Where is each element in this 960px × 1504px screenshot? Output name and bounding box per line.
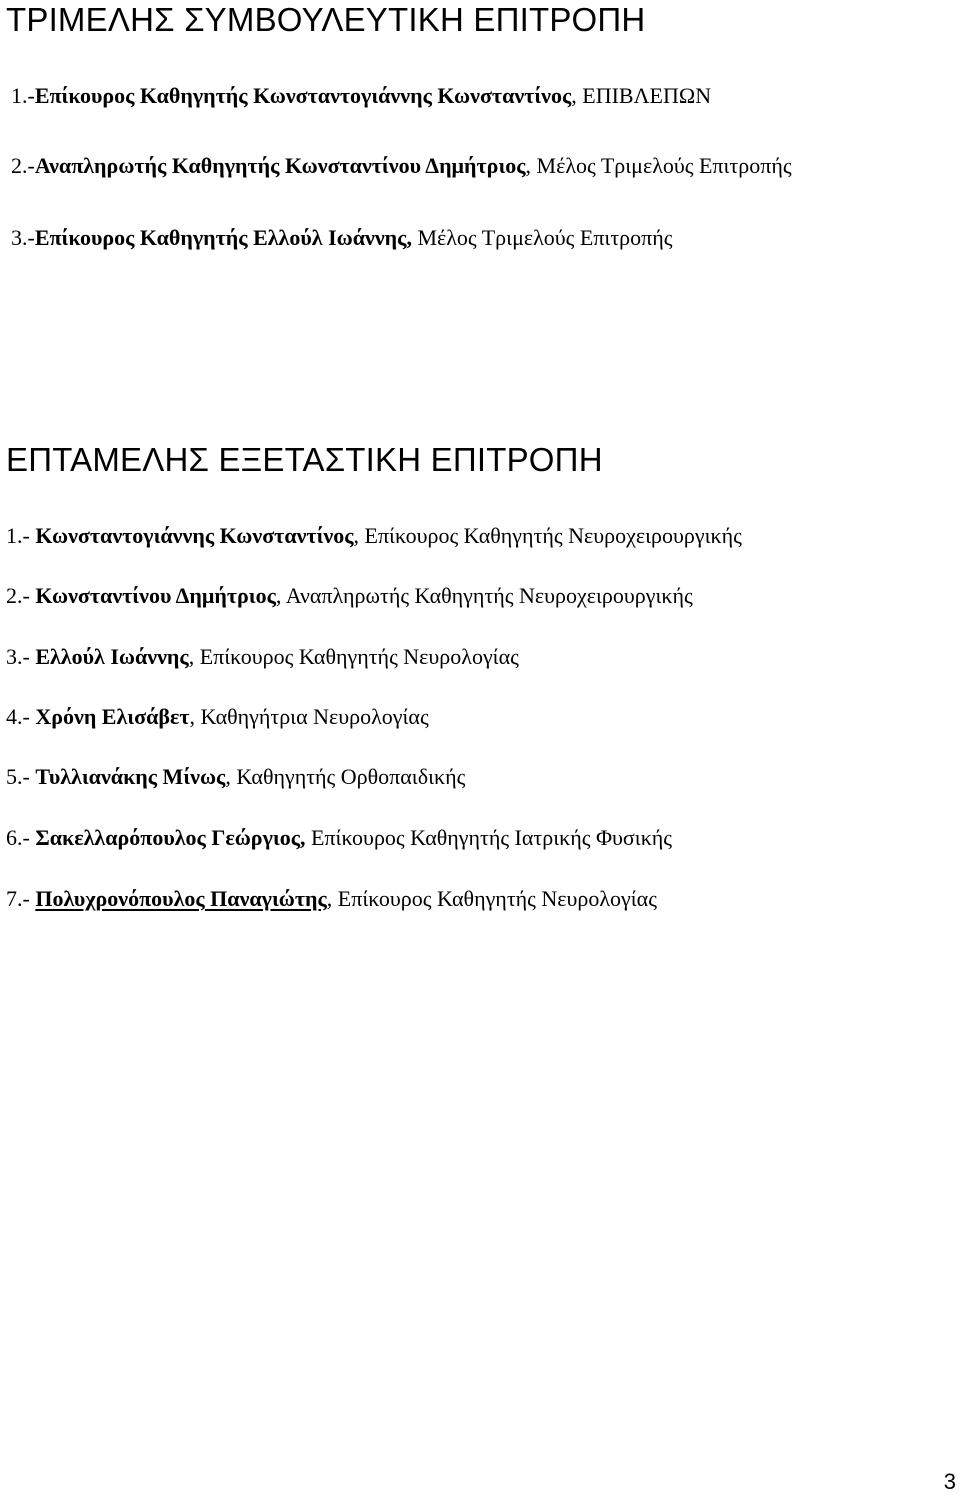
- member-number: 2.-: [11, 153, 35, 178]
- examination-member-6: [6, 824, 672, 852]
- member-number: 1.-: [6, 523, 36, 548]
- member-name: Επίκουρος Καθηγητής Ελλούλ Ιωάννης,: [34, 225, 412, 250]
- member-role: , ΕΠΙΒΛΕΠΩΝ: [571, 83, 712, 108]
- page-number: 3: [943, 1469, 956, 1494]
- advisory-committee-title: ΤΡΙΜΕΛΗΣ ΣΥΜΒΟΥΛΕΥΤΙΚΗ ΕΠΙΤΡΟΠΗ: [6, 1, 646, 38]
- examination-member-5: [6, 763, 465, 791]
- member-role: , Μέλος Τριμελούς Επιτροπής: [525, 153, 792, 178]
- member-name: Επίκουρος Καθηγητής Κωνσταντογιάννης Κωνσταντίνος: [34, 83, 572, 108]
- member-name: Τυλλιανάκης Μίνως: [35, 764, 226, 789]
- member-number: 6.-: [6, 825, 36, 850]
- member-number: 3.-: [6, 644, 36, 669]
- member-role: Μέλος Τριμελούς Επιτροπής: [411, 225, 673, 250]
- advisory-member-3: [11, 224, 672, 252]
- member-role: , Επίκουρος Καθηγητής Νευροχειρουργικής: [353, 523, 742, 548]
- examination-member-4: [6, 703, 429, 731]
- member-role: , Επίκουρος Καθηγητής Νευρολογίας: [188, 644, 519, 669]
- examination-member-2: [6, 582, 693, 610]
- member-name: Αναπληρωτής Καθηγητής Κωνσταντίνου Δημήτριος: [34, 153, 526, 178]
- examination-member-3: [6, 643, 519, 671]
- member-number: 2.-: [6, 583, 36, 608]
- advisory-member-2: [11, 152, 792, 180]
- member-number: 5.-: [6, 764, 36, 789]
- member-name: Ελλούλ Ιωάννης: [35, 644, 189, 669]
- member-name: Σακελλαρόπουλος Γεώργιος,: [35, 825, 306, 850]
- advisory-member-1: [11, 82, 711, 110]
- member-name: Κωνσταντογιάννης Κωνσταντίνος: [35, 523, 354, 548]
- examination-committee-title: ΕΠΤΑΜΕΛΗΣ ΕΞΕΤΑΣΤΙΚΗ ΕΠΙΤΡΟΠΗ: [6, 441, 603, 478]
- member-number: 1.-: [11, 83, 35, 108]
- member-number: 7.-: [6, 886, 36, 911]
- member-name: Πολυχρονόπουλος Παναγιώτης: [35, 886, 327, 911]
- member-name: Κωνσταντίνου Δημήτριος: [35, 583, 276, 608]
- member-number: 4.-: [6, 704, 36, 729]
- member-role: , Αναπληρωτής Καθηγητής Νευροχειρουργικής: [275, 583, 693, 608]
- member-number: 3.-: [11, 225, 35, 250]
- member-role: , Καθηγήτρια Νευρολογίας: [189, 704, 429, 729]
- member-name: Χρόνη Ελισάβετ: [35, 704, 190, 729]
- examination-member-1: [6, 522, 742, 550]
- examination-member-7: [6, 885, 657, 913]
- member-role: , Επίκουρος Καθηγητής Νευρολογίας: [326, 886, 657, 911]
- member-role: Επίκουρος Καθηγητής Ιατρικής Φυσικής: [305, 825, 673, 850]
- member-role: , Καθηγητής Ορθοπαιδικής: [225, 764, 466, 789]
